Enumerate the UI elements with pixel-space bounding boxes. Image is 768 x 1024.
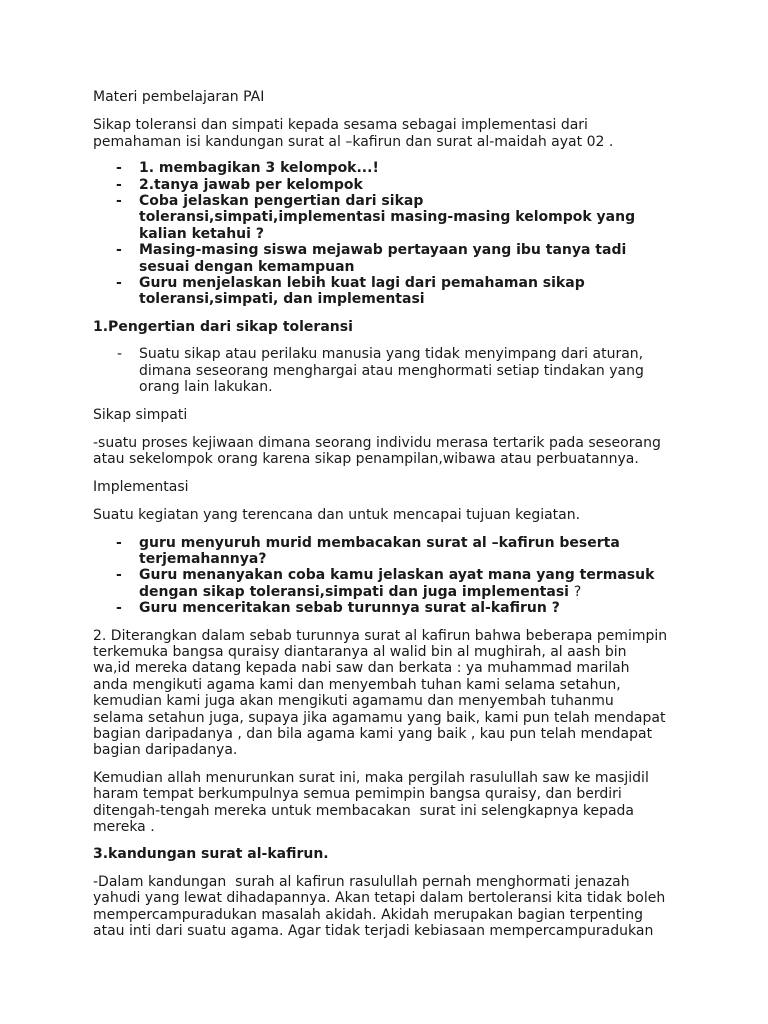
simpati-paragraph: -suatu proses kejiwaan dimana seorang individu merasa tertarik pada seseorang atau sekelompok orang karena sikap penampilan,wibawa atau perbuatannya.: [93, 434, 661, 468]
list-item: - Masing-masing siswa mejawab pertayaan yang ibu tanya tadi sesuai dengan kemampuan: [116, 242, 627, 275]
bullet-dash: -: [116, 193, 122, 210]
implementasi-heading: Implementasi: [93, 478, 189, 495]
bullet-dash: -: [116, 600, 122, 617]
list-item: - 1. membagikan 3 kelompok...!: [116, 160, 379, 177]
section3-heading: 3.kandungan surat al-kafirun.: [93, 846, 329, 863]
bullet-dash: -: [116, 534, 122, 551]
bullet-dash: -: [116, 242, 122, 259]
implementasi-list: [93, 535, 693, 617]
bullet-dash: -: [116, 176, 122, 193]
document-heading: Materi pembelajaran PAI: [93, 89, 265, 105]
list-item: - Guru menanyakan coba kamu jelaskan ayat mana yang termasuk dengan sikap toleransi,simpati dan juga implementasi ?: [116, 567, 655, 600]
implementasi-paragraph: Suatu kegiatan yang terencana dan untuk mencapai tujuan kegiatan.: [93, 507, 581, 524]
intro-line-1: Sikap toleransi dan simpati kepada sesama sebagai implementasi dari: [93, 117, 588, 134]
bullet-dash: -: [117, 346, 123, 363]
list-item: - Suatu sikap atau perilaku manusia yang tidak menyimpang dari aturan, dimana seseorang menghargai atau menghormati setiap tindakan yang orang lain lakukan.: [117, 346, 644, 396]
document-body: [93, 89, 693, 939]
bullet-dash: -: [116, 160, 122, 177]
bullet-dash: -: [116, 275, 122, 292]
section2-paragraph-2: Kemudian allah menurunkan surat ini, maka pergilah rasulullah saw ke masjidil haram tempat berkumpulnya semua pemimpin bangsa quraisy, dan berdiri ditengah-tengah mereka untuk membacakan surat ini selengkapnya kepada mereka .: [93, 769, 649, 836]
section1-heading: 1.Pengertian dari sikap toleransi: [93, 318, 353, 335]
list-item: - guru menyuruh murid membacakan surat al –kafirun beserta terjemahannya?: [116, 534, 620, 567]
steps-list: [93, 160, 693, 308]
intro-line-2: pemahaman isi kandungan surat al –kafirun dan surat al-maidah ayat 02 .: [93, 133, 614, 150]
list-item: - Coba jelaskan pengertian dari sikap toleransi,simpati,implementasi masing-masing kelompok yang kalian ketahui ?: [116, 193, 636, 242]
list-item: - Guru menceritakan sebab turunnya surat al-kafirun ?: [116, 600, 560, 617]
section2-paragraph: 2. Diterangkan dalam sebab turunnya surat al kafirun bahwa beberapa pemimpin terkemuka bangsa quraisy diantaranya al walid bin al mughirah, al aash bin wa,id mereka datang kepada nabi saw dan berkata : ya muhammad marilah anda mengikuti agama kami dan menyembah tuhan kami selama setahun, kemudian kami juga akan mengikuti agamamu dan menyembah tuhanmu selama setahun juga, supaya jika agamamu yang baik, kami pun telah mendapat bagian daripadanya , dan bila agama kami yang baik , kau pun telah mendapat bagian daripadanya.: [93, 627, 668, 759]
simpati-heading: Sikap simpati: [93, 406, 188, 423]
section1-list: [93, 346, 693, 395]
list-item: - Guru menjelaskan lebih kuat lagi dari pemahaman sikap toleransi,simpati, dan implementasi: [116, 275, 585, 308]
section3-paragraph: -Dalam kandungan surah al kafirun rasulullah pernah menghormati jenazah yahudi yang lewat dihadapannya. Akan tetapi dalam bertoleransi kita tidak boleh mempercampuradukan masalah akidah. Akidah merupakan bagian terpenting atau inti dari suatu agama. Agar tidak terjadi kebiasaan mempercampuradukan: [93, 873, 666, 940]
list-item: - 2.tanya jawab per kelompok: [116, 176, 363, 193]
bullet-dash: -: [116, 567, 122, 584]
